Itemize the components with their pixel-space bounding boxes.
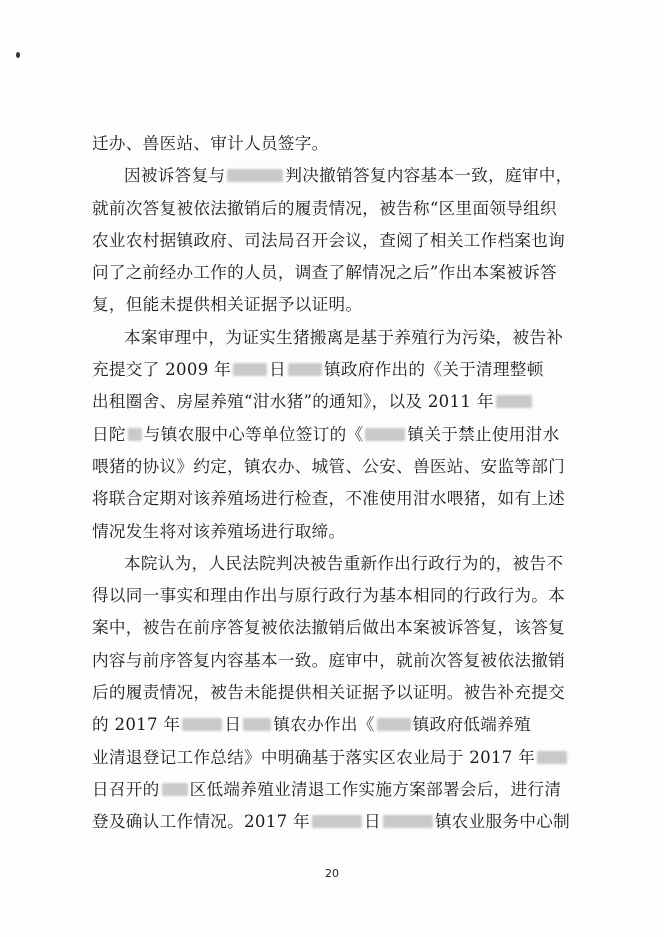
scan-speck <box>16 52 20 58</box>
text-line-15: 得以同一事实和理由作出与原行政行为基本相同的行政行为。本 <box>92 586 566 606</box>
redaction-mark <box>227 169 283 182</box>
redaction-mark <box>182 718 222 731</box>
text-line-22: 登及确认工作情况。2017 年 日 镇农业服务中心制 <box>92 812 571 832</box>
text-line-17: 内容与前序答复内容基本一致。庭审中，就前次答复被依法撤销 <box>92 650 566 670</box>
text-line-14: 本院认为，人民法院判决被告重新作出行政行为的，被告不 <box>124 553 564 573</box>
document-body <box>92 128 604 839</box>
redaction-mark <box>312 815 362 828</box>
text-line-6: 复，但能未提供相关证据予以证明。 <box>92 295 363 315</box>
redaction-mark <box>128 428 142 441</box>
redaction-mark <box>537 751 567 764</box>
redaction-mark <box>365 428 405 441</box>
text-line-8: 充提交了 2009 年 日 镇政府作出的《关于清理整顿 <box>92 360 544 380</box>
text-line-12: 将联合定期对该养殖场进行检查，不准使用泔水喂猪，如有上述 <box>92 489 566 509</box>
text-line-7: 本案审理中，为证实生猪搬离是基于养殖行为污染，被告补 <box>124 327 564 347</box>
text-line-9: 出租圈舍、房屋养殖“泔水猪”的通知》，以及 2011 年 <box>92 386 604 418</box>
redaction-mark <box>383 815 433 828</box>
text-line-18: 后的履责情况，被告未能提供相关证据予以证明。被告补充提交 <box>92 683 566 703</box>
redaction-mark <box>288 363 322 376</box>
text-line-10: 日陀 与镇农服中心等单位签订的《 镇关于禁止使用泔水 <box>92 424 560 444</box>
text-line-1: 迁办、兽医站、审计人员签字。 <box>92 134 329 153</box>
redaction-mark <box>496 395 532 408</box>
text-line-16: 案中，被告在前序答复被依法撤销后做出本案被诉答复，该答复 <box>92 618 566 638</box>
text-line-5: 问了之前经办工作的人员，调查了解情况之后”作出本案被诉答 <box>92 263 557 283</box>
text-line-20: 业清退登记工作总结》中明确基于落实区农业局于 2017 年 <box>92 742 604 774</box>
text-line-2: 因被诉答复与 判决撤销答复内容基本一致，庭审中， <box>124 166 573 186</box>
redaction-mark <box>162 783 188 796</box>
redaction-mark <box>243 718 271 731</box>
text-line-19: 的 2017 年 日 镇农办作出《 镇政府低端养殖 <box>92 715 531 735</box>
text-line-21: 日召开的 区低端养殖业清退工作实施方案部署会后，进行清 <box>92 779 562 799</box>
page-number: 20 <box>325 867 339 880</box>
text-line-3: 就前次答复被依法撤销后的履责情况，被告称“区里面领导组织 <box>92 198 557 218</box>
redaction-mark <box>233 363 267 376</box>
text-line-13: 情况发生将对该养殖场进行取缔。 <box>92 521 346 541</box>
text-line-11: 喂猪的协议》约定，镇农办、城管、公安、兽医站、安监等部门 <box>92 456 566 476</box>
text-line-4: 农业农村据镇政府、司法局召开会议，查阅了相关工作档案也询 <box>92 230 566 250</box>
redaction-mark <box>377 718 411 731</box>
